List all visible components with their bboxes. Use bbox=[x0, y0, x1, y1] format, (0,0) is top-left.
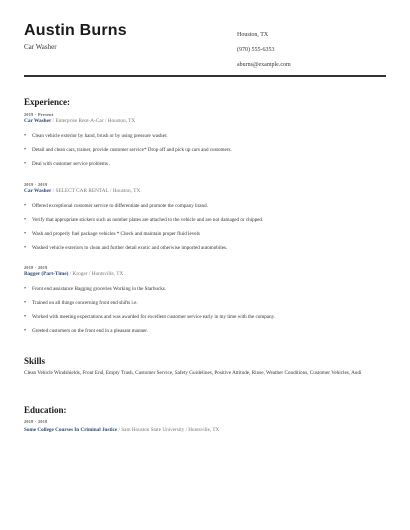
list-item: • Verify that appropriate stickers such as number plates are attached to the vehicle and are not damaged or chipped. bbox=[32, 217, 386, 231]
job-role: Bagger (Part-Time) bbox=[24, 271, 69, 277]
candidate-name: Austin Burns bbox=[24, 22, 127, 39]
list-item: • Washed vehicle exteriors to clean and further detail exotic and otherwise imported automobiles. bbox=[32, 245, 386, 259]
list-item: • Clean vehicle exterior by hand, brush or by using pressure washer. bbox=[32, 133, 386, 147]
contact-email: aburns@example.com bbox=[237, 62, 291, 68]
list-item: • Trained on all things concerning front end shifts i.e. bbox=[32, 300, 386, 314]
job-org: / SELECT CAR RENTAL / Houston, TX bbox=[51, 188, 141, 194]
job-entry bbox=[24, 265, 386, 342]
job-entry bbox=[24, 182, 386, 259]
header-divider bbox=[24, 75, 386, 77]
job-org: / Kroger / Huntsville, TX bbox=[68, 271, 124, 277]
job-role-line bbox=[24, 118, 386, 127]
job-role: Car Washer bbox=[24, 188, 52, 194]
job-role-line bbox=[24, 188, 386, 197]
skills-list: Clean Vehicle Windshields, Front End, Empty Trash, Customer Service, Safety Guidelines, Positive Attitude, Rinse, Weather Conditions, Customer Vehicles, Audi bbox=[24, 370, 362, 376]
job-bullets bbox=[24, 133, 386, 175]
job-org: / Enterprise Rent-A-Car / Houston, TX bbox=[51, 118, 136, 124]
list-item: • Wash and properly fuel package vehicles * Check and maintain proper fluid levels bbox=[32, 231, 386, 245]
education-heading: Education: bbox=[24, 405, 67, 415]
contact-block bbox=[237, 28, 291, 73]
job-entry bbox=[24, 112, 386, 175]
job-bullets bbox=[24, 286, 386, 342]
list-item: • Detail and clean cars, trainer, provide customer service* Drop off and pick up cars and customers. bbox=[32, 147, 386, 161]
job-role-line bbox=[24, 271, 386, 280]
education-school: / Sam Houston State University / Huntsville, TX bbox=[117, 427, 220, 433]
job-dates: 2018 - 2019 bbox=[24, 265, 48, 270]
list-item: • Front end assistance Bagging groceries Working in the Starbucks. bbox=[32, 286, 386, 300]
job-bullets bbox=[24, 203, 386, 259]
job-role: Car Washer bbox=[24, 118, 52, 124]
list-item: • Deal with customer service problems . bbox=[32, 161, 386, 175]
education-dates: 2018 - 2018 bbox=[24, 419, 48, 424]
education-degree: Some College Courses In Criminal Justice bbox=[24, 427, 118, 433]
education-entry bbox=[24, 419, 386, 433]
candidate-title: Car Washer bbox=[24, 43, 57, 51]
job-dates: 2019 - Present bbox=[24, 112, 54, 117]
education-degree-line bbox=[24, 427, 386, 433]
contact-phone: (970) 555-6353 bbox=[237, 47, 275, 53]
experience-heading: Experience: bbox=[24, 97, 70, 107]
skills-heading: Skills bbox=[24, 356, 46, 366]
list-item: • Worked with meeting expectations and was awarded for excellent customer service early in my time with the company. bbox=[32, 314, 386, 328]
job-dates: 2019 - 2019 bbox=[24, 182, 48, 187]
list-item: • Greeted customers on the front end in a pleasant manner. bbox=[32, 328, 386, 342]
list-item: • Offered exceptional customer service to differentiate and promote the company brand. bbox=[32, 203, 386, 217]
contact-location: Houston, TX bbox=[237, 32, 269, 38]
